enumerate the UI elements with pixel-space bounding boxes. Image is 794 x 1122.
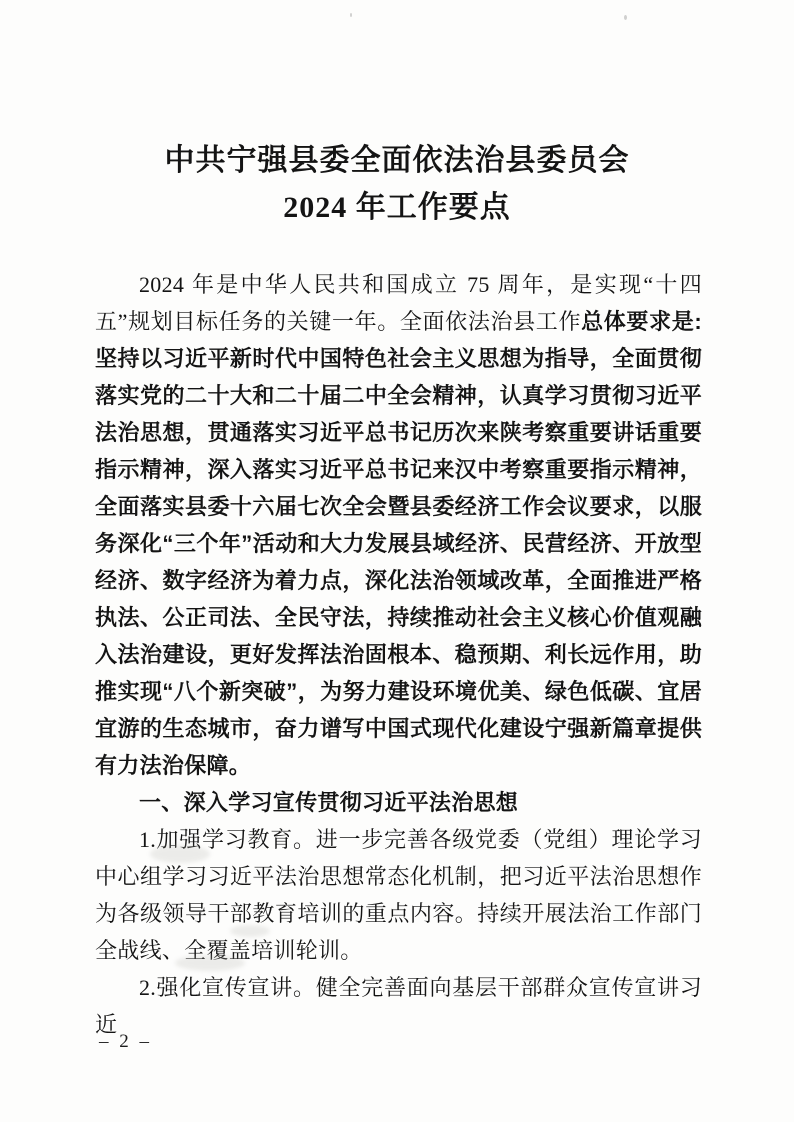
item-2-paragraph	[95, 969, 702, 1043]
item-2-text: 健全完善面向基层干部群众宣传宣讲习近	[95, 975, 702, 1037]
scan-smudge	[150, 845, 210, 863]
intro-text-normal: 2024 年是中华人民共和国成立 75 周年，是实现“十四五”规划目标任务的关键一年。全面依法治县工作	[95, 272, 702, 334]
section-heading-1: 一、深入学习宣传贯彻习近平法治思想	[139, 790, 519, 815]
scan-speck	[624, 15, 627, 20]
page-number: – 2 –	[99, 1031, 152, 1052]
title-line-2: 2024 年工作要点	[283, 191, 511, 224]
document-title	[0, 137, 794, 231]
scan-smudge	[175, 955, 245, 971]
document-body	[95, 266, 702, 1043]
item-2-lead: 2.强化宣传宣讲。	[139, 975, 316, 1000]
item-1-lead: 1.加强学习教育。	[139, 827, 316, 852]
title-line-1: 中共宁强县委全面依法治县委员会	[164, 144, 630, 177]
item-1-paragraph	[95, 821, 702, 969]
intro-paragraph	[95, 266, 702, 784]
scan-smudge	[230, 925, 270, 937]
item-1-text: 进一步完善各级党委（党组）理论学习中心组学习习近平法治思想常态化机制，把习近平法治思想作为各级领导干部教育培训的重点内容。持续开展法治工作部门全战线、全覆盖培训轮训。	[95, 827, 702, 963]
intro-text-emphasized: 总体要求是: 坚持以习近平新时代中国特色社会主义思想为指导，全面贯彻落实党的二十大和二十届二中全会精神，认真学习贯彻习近平法治思想，贯通落实习近平总书记历次来陕考察重要讲话重要指示精神，深入落实习近平总书记来汉中考察重要指示精神，全面落实县委十六届七次全会暨县委经济工作会议要求，以服务深化“三个年”活动和大力发展县域经济、民营经济、开放型经济、数字经济为着力点，深化法治领域改革，全面推进严格执法、公正司法、全民守法，持续推动社会主义核心价值观融入法治建设，更好发挥法治固根本、稳预期、利长远作用，助推实现“八个新突破”，为努力建设环境优美、绿色低碳、宜居宜游的生态城市，奋力谱写中国式现代化建设宁强新篇章提供有力法治保障。	[95, 309, 702, 778]
scan-speck	[350, 13, 352, 17]
scan-speck	[598, 281, 600, 284]
